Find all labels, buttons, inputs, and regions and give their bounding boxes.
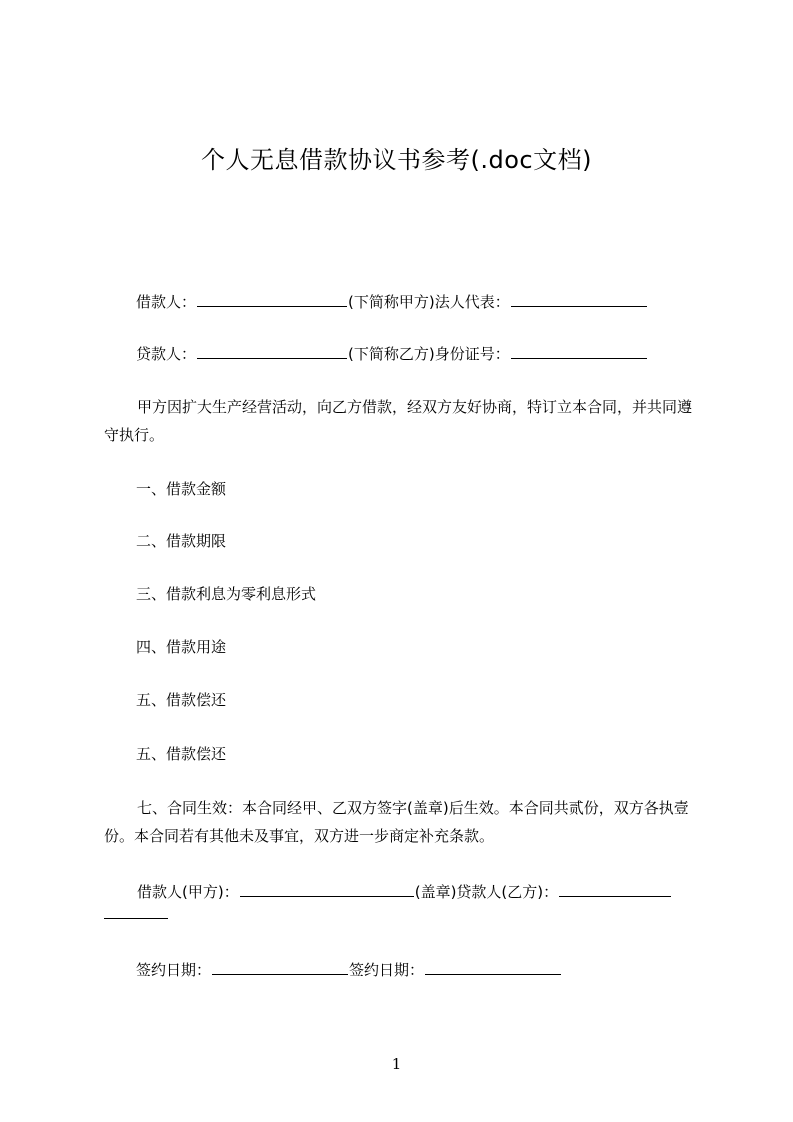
clause-loan-term: 二、借款期限 <box>136 532 227 550</box>
lender-label: 贷款人： <box>136 345 197 363</box>
sign-borrower-blank <box>240 881 414 897</box>
sign-date-label-2: 签约日期： <box>349 961 425 979</box>
borrower-line <box>136 291 648 312</box>
legal-representative-blank <box>511 291 647 307</box>
borrower-label: 借款人： <box>136 293 197 311</box>
sign-lender-blank <box>559 881 671 897</box>
sign-date-line <box>136 959 562 980</box>
sign-date-blank-1 <box>212 959 348 975</box>
clause-interest: 三、借款利息为零利息形式 <box>136 585 317 603</box>
borrower-note: (下简称甲方)法人代表： <box>348 293 510 311</box>
lender-name-blank <box>197 343 347 359</box>
sign-borrower-label: 借款人(甲方)： <box>137 883 239 901</box>
sign-date-label-1: 签约日期： <box>136 961 212 979</box>
clause-loan-amount: 一、借款金额 <box>136 480 227 498</box>
page-number: 1 <box>391 1055 402 1073</box>
intro-paragraph: 甲方因扩大生产经营活动，向乙方借款，经双方友好协商，特订立本合同，并共同遵守执行。 <box>104 398 693 444</box>
sign-borrower-note: (盖章)贷款人(乙方)： <box>414 883 559 901</box>
clause-effectiveness: 七、合同生效：本合同经甲、乙双方签字(盖章)后生效。本合同共贰份，双方各执壹份。本合同若有其他未及事宜，双方进一步商定补充条款。 <box>104 799 689 845</box>
clause-purpose: 四、借款用途 <box>136 638 227 656</box>
clause-repayment-duplicate: 五、借款偿还 <box>136 745 227 763</box>
clause-repayment: 五、借款偿还 <box>136 691 227 709</box>
sign-date-blank-2 <box>425 959 561 975</box>
lender-line <box>136 343 648 364</box>
signature-paragraph <box>104 875 702 909</box>
id-number-blank <box>511 343 647 359</box>
borrower-name-blank <box>197 291 347 307</box>
lender-note: (下简称乙方)身份证号： <box>348 345 510 363</box>
sign-lender-blank-continued <box>104 904 168 919</box>
document-title: 个人无息借款协议书参考(.doc文档) <box>201 146 592 174</box>
